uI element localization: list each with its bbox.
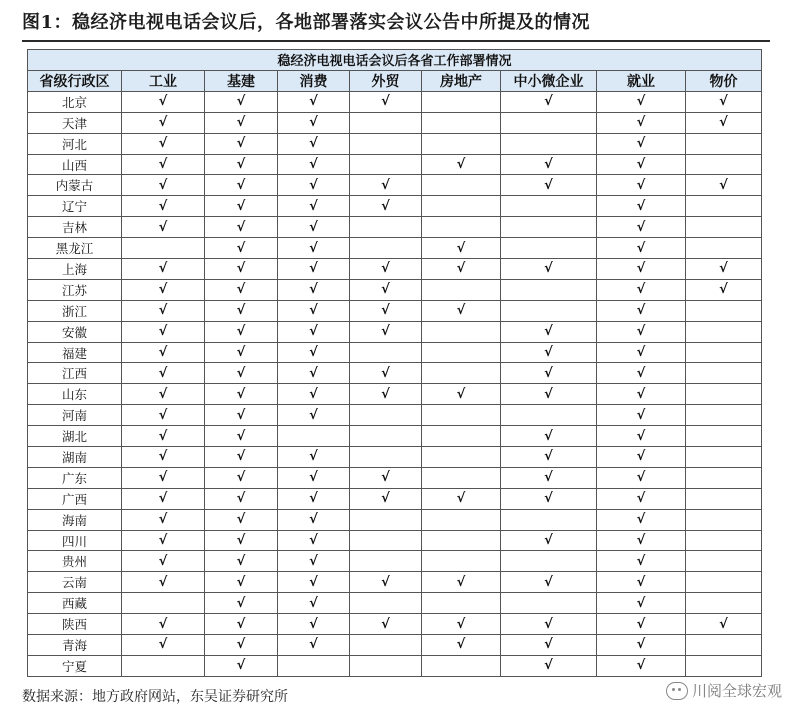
table-row — [28, 154, 762, 175]
check-mark-cell: √ — [597, 635, 686, 656]
table-row — [28, 509, 762, 530]
empty-cell — [686, 593, 762, 614]
check-mark-cell: √ — [205, 614, 278, 635]
check-mark-cell: √ — [350, 488, 422, 509]
check-mark-cell: √ — [122, 300, 205, 321]
table-caption: 稳经济电视电话会议后各省工作部署情况 — [28, 50, 762, 71]
check-mark-cell: √ — [278, 300, 350, 321]
table-row — [28, 217, 762, 238]
check-mark-cell: √ — [501, 614, 597, 635]
empty-cell — [501, 551, 597, 572]
empty-cell — [422, 133, 501, 154]
check-mark-cell: √ — [686, 175, 762, 196]
empty-cell — [686, 635, 762, 656]
check-mark-cell: √ — [205, 363, 278, 384]
check-mark-cell: √ — [205, 488, 278, 509]
check-mark-cell: √ — [205, 384, 278, 405]
empty-cell — [501, 509, 597, 530]
empty-cell — [686, 238, 762, 259]
check-mark-cell: √ — [597, 655, 686, 676]
empty-cell — [686, 447, 762, 468]
empty-cell — [422, 321, 501, 342]
table-row — [28, 342, 762, 363]
check-mark-cell: √ — [501, 321, 597, 342]
check-mark-cell: √ — [597, 279, 686, 300]
check-mark-cell: √ — [278, 154, 350, 175]
check-mark-cell: √ — [597, 467, 686, 488]
check-mark-cell: √ — [597, 509, 686, 530]
column-header: 物价 — [686, 70, 762, 91]
check-mark-cell: √ — [278, 133, 350, 154]
table-row — [28, 321, 762, 342]
check-mark-cell: √ — [422, 572, 501, 593]
watermark-text: 川阅全球宏观 — [691, 682, 782, 700]
empty-cell — [686, 133, 762, 154]
check-mark-cell: √ — [205, 509, 278, 530]
region-cell: 江苏 — [28, 279, 122, 300]
check-mark-cell: √ — [597, 154, 686, 175]
empty-cell — [686, 655, 762, 676]
check-mark-cell: √ — [205, 321, 278, 342]
check-mark-cell: √ — [501, 467, 597, 488]
table-row — [28, 363, 762, 384]
empty-cell — [422, 593, 501, 614]
check-mark-cell: √ — [350, 279, 422, 300]
check-mark-cell: √ — [501, 447, 597, 468]
check-mark-cell: √ — [686, 91, 762, 112]
empty-cell — [422, 279, 501, 300]
empty-cell — [350, 217, 422, 238]
empty-cell — [686, 384, 762, 405]
check-mark-cell: √ — [597, 259, 686, 280]
region-cell: 安徽 — [28, 321, 122, 342]
check-mark-cell: √ — [501, 91, 597, 112]
region-cell: 西藏 — [28, 593, 122, 614]
check-mark-cell: √ — [122, 426, 205, 447]
empty-cell — [422, 655, 501, 676]
table-row — [28, 467, 762, 488]
check-mark-cell: √ — [205, 447, 278, 468]
check-mark-cell: √ — [122, 509, 205, 530]
check-mark-cell: √ — [278, 572, 350, 593]
check-mark-cell: √ — [597, 593, 686, 614]
check-mark-cell: √ — [422, 259, 501, 280]
check-mark-cell: √ — [122, 551, 205, 572]
empty-cell — [501, 133, 597, 154]
empty-cell — [422, 530, 501, 551]
column-header: 省级行政区 — [28, 70, 122, 91]
column-header: 外贸 — [350, 70, 422, 91]
table-row — [28, 300, 762, 321]
source-note: 数据来源：地方政府网站，东吴证券研究所 — [22, 689, 288, 705]
check-mark-cell: √ — [501, 426, 597, 447]
table-row — [28, 655, 762, 676]
empty-cell — [686, 217, 762, 238]
empty-cell — [501, 405, 597, 426]
check-mark-cell: √ — [278, 217, 350, 238]
check-mark-cell: √ — [278, 91, 350, 112]
table-row — [28, 279, 762, 300]
empty-cell — [350, 593, 422, 614]
check-mark-cell: √ — [501, 154, 597, 175]
check-mark-cell: √ — [278, 238, 350, 259]
empty-cell — [350, 342, 422, 363]
check-mark-cell: √ — [278, 593, 350, 614]
table-row — [28, 635, 762, 656]
empty-cell — [686, 509, 762, 530]
empty-cell — [350, 133, 422, 154]
empty-cell — [350, 655, 422, 676]
check-mark-cell: √ — [278, 342, 350, 363]
check-mark-cell: √ — [122, 488, 205, 509]
check-mark-cell: √ — [597, 321, 686, 342]
check-mark-cell: √ — [597, 405, 686, 426]
region-cell: 北京 — [28, 91, 122, 112]
check-mark-cell: √ — [122, 572, 205, 593]
check-mark-cell: √ — [350, 321, 422, 342]
check-mark-cell: √ — [278, 321, 350, 342]
empty-cell — [422, 363, 501, 384]
check-mark-cell: √ — [205, 175, 278, 196]
check-mark-cell: √ — [278, 614, 350, 635]
check-mark-cell: √ — [278, 467, 350, 488]
check-mark-cell: √ — [686, 112, 762, 133]
check-mark-cell: √ — [122, 321, 205, 342]
check-mark-cell: √ — [350, 91, 422, 112]
check-mark-cell: √ — [122, 175, 205, 196]
check-mark-cell: √ — [122, 217, 205, 238]
table-row — [28, 426, 762, 447]
region-cell: 宁夏 — [28, 655, 122, 676]
empty-cell — [686, 363, 762, 384]
check-mark-cell: √ — [122, 154, 205, 175]
table-row — [28, 175, 762, 196]
check-mark-cell: √ — [501, 530, 597, 551]
check-mark-cell: √ — [501, 175, 597, 196]
check-mark-cell: √ — [597, 300, 686, 321]
check-mark-cell: √ — [350, 175, 422, 196]
check-mark-cell: √ — [597, 196, 686, 217]
empty-cell — [686, 300, 762, 321]
watermark — [666, 680, 782, 701]
column-header: 基建 — [205, 70, 278, 91]
empty-cell — [422, 112, 501, 133]
table-row — [28, 133, 762, 154]
check-mark-cell: √ — [350, 614, 422, 635]
check-mark-cell: √ — [122, 196, 205, 217]
empty-cell — [686, 342, 762, 363]
empty-cell — [422, 217, 501, 238]
check-mark-cell: √ — [278, 363, 350, 384]
empty-cell — [422, 342, 501, 363]
check-mark-cell: √ — [686, 259, 762, 280]
check-mark-cell: √ — [278, 551, 350, 572]
empty-cell — [350, 154, 422, 175]
table-row — [28, 593, 762, 614]
column-header: 工业 — [122, 70, 205, 91]
check-mark-cell: √ — [422, 488, 501, 509]
check-mark-cell: √ — [122, 133, 205, 154]
check-mark-cell: √ — [597, 217, 686, 238]
table-row — [28, 238, 762, 259]
check-mark-cell: √ — [122, 405, 205, 426]
check-mark-cell: √ — [122, 342, 205, 363]
empty-cell — [501, 196, 597, 217]
check-mark-cell: √ — [122, 279, 205, 300]
empty-cell — [350, 112, 422, 133]
check-mark-cell: √ — [422, 300, 501, 321]
check-mark-cell: √ — [501, 572, 597, 593]
check-mark-cell: √ — [350, 259, 422, 280]
table-row — [28, 572, 762, 593]
check-mark-cell: √ — [122, 467, 205, 488]
check-mark-cell: √ — [597, 384, 686, 405]
table-row — [28, 405, 762, 426]
region-cell: 吉林 — [28, 217, 122, 238]
check-mark-cell: √ — [501, 259, 597, 280]
check-mark-cell: √ — [278, 112, 350, 133]
check-mark-cell: √ — [350, 300, 422, 321]
empty-cell — [686, 551, 762, 572]
empty-cell — [686, 530, 762, 551]
check-mark-cell: √ — [205, 405, 278, 426]
check-mark-cell: √ — [278, 447, 350, 468]
check-mark-cell: √ — [278, 196, 350, 217]
empty-cell — [501, 279, 597, 300]
check-mark-cell: √ — [501, 655, 597, 676]
empty-cell — [350, 509, 422, 530]
empty-cell — [686, 154, 762, 175]
region-cell: 海南 — [28, 509, 122, 530]
check-mark-cell: √ — [597, 572, 686, 593]
empty-cell — [422, 426, 501, 447]
region-cell: 浙江 — [28, 300, 122, 321]
region-cell: 内蒙古 — [28, 175, 122, 196]
check-mark-cell: √ — [422, 614, 501, 635]
empty-cell — [350, 238, 422, 259]
empty-cell — [422, 467, 501, 488]
check-mark-cell: √ — [597, 112, 686, 133]
region-cell: 上海 — [28, 259, 122, 280]
empty-cell — [122, 593, 205, 614]
check-mark-cell: √ — [278, 405, 350, 426]
empty-cell — [422, 196, 501, 217]
check-mark-cell: √ — [278, 530, 350, 551]
check-mark-cell: √ — [205, 655, 278, 676]
region-cell: 青海 — [28, 635, 122, 656]
region-cell: 湖北 — [28, 426, 122, 447]
figure-title: 图1：稳经济电视电话会议后，各地部署落实会议公告中所提及的情况 — [22, 12, 591, 33]
check-mark-cell: √ — [597, 614, 686, 635]
region-cell: 广西 — [28, 488, 122, 509]
table-row — [28, 384, 762, 405]
empty-cell — [422, 551, 501, 572]
empty-cell — [122, 655, 205, 676]
column-header: 房地产 — [422, 70, 501, 91]
empty-cell — [422, 175, 501, 196]
region-cell: 江西 — [28, 363, 122, 384]
check-mark-cell: √ — [205, 91, 278, 112]
check-mark-cell: √ — [686, 614, 762, 635]
check-mark-cell: √ — [205, 196, 278, 217]
check-mark-cell: √ — [597, 530, 686, 551]
check-mark-cell: √ — [122, 447, 205, 468]
empty-cell — [422, 91, 501, 112]
empty-cell — [278, 426, 350, 447]
deployment-table — [27, 49, 762, 677]
check-mark-cell: √ — [278, 259, 350, 280]
region-cell: 福建 — [28, 342, 122, 363]
table-row — [28, 488, 762, 509]
table-row — [28, 112, 762, 133]
check-mark-cell: √ — [597, 342, 686, 363]
column-header-row — [28, 70, 762, 91]
check-mark-cell: √ — [122, 91, 205, 112]
title-rule — [22, 40, 770, 42]
column-header: 消费 — [278, 70, 350, 91]
empty-cell — [122, 238, 205, 259]
check-mark-cell: √ — [205, 572, 278, 593]
check-mark-cell: √ — [205, 635, 278, 656]
check-mark-cell: √ — [122, 259, 205, 280]
check-mark-cell: √ — [597, 447, 686, 468]
check-mark-cell: √ — [597, 91, 686, 112]
check-mark-cell: √ — [278, 509, 350, 530]
check-mark-cell: √ — [597, 488, 686, 509]
region-cell: 黑龙江 — [28, 238, 122, 259]
check-mark-cell: √ — [205, 426, 278, 447]
check-mark-cell: √ — [597, 551, 686, 572]
empty-cell — [350, 405, 422, 426]
check-mark-cell: √ — [422, 635, 501, 656]
check-mark-cell: √ — [205, 300, 278, 321]
region-cell: 辽宁 — [28, 196, 122, 217]
check-mark-cell: √ — [501, 342, 597, 363]
empty-cell — [686, 321, 762, 342]
check-mark-cell: √ — [350, 363, 422, 384]
empty-cell — [350, 447, 422, 468]
check-mark-cell: √ — [597, 426, 686, 447]
check-mark-cell: √ — [122, 530, 205, 551]
region-cell: 天津 — [28, 112, 122, 133]
check-mark-cell: √ — [205, 593, 278, 614]
region-cell: 广东 — [28, 467, 122, 488]
check-mark-cell: √ — [205, 133, 278, 154]
check-mark-cell: √ — [122, 635, 205, 656]
wechat-icon — [666, 682, 688, 700]
check-mark-cell: √ — [501, 384, 597, 405]
column-header: 就业 — [597, 70, 686, 91]
empty-cell — [350, 530, 422, 551]
empty-cell — [422, 405, 501, 426]
region-cell: 陕西 — [28, 614, 122, 635]
check-mark-cell: √ — [350, 384, 422, 405]
region-cell: 山西 — [28, 154, 122, 175]
empty-cell — [422, 447, 501, 468]
region-cell: 山东 — [28, 384, 122, 405]
check-mark-cell: √ — [122, 363, 205, 384]
table-body — [28, 91, 762, 676]
empty-cell — [686, 196, 762, 217]
check-mark-cell: √ — [278, 384, 350, 405]
region-cell: 湖南 — [28, 447, 122, 468]
check-mark-cell: √ — [501, 635, 597, 656]
empty-cell — [501, 593, 597, 614]
empty-cell — [686, 405, 762, 426]
check-mark-cell: √ — [350, 196, 422, 217]
check-mark-cell: √ — [597, 238, 686, 259]
check-mark-cell: √ — [597, 363, 686, 384]
check-mark-cell: √ — [350, 467, 422, 488]
empty-cell — [686, 572, 762, 593]
empty-cell — [501, 217, 597, 238]
check-mark-cell: √ — [205, 551, 278, 572]
empty-cell — [686, 467, 762, 488]
check-mark-cell: √ — [278, 279, 350, 300]
check-mark-cell: √ — [597, 175, 686, 196]
check-mark-cell: √ — [205, 112, 278, 133]
empty-cell — [501, 238, 597, 259]
table-row — [28, 259, 762, 280]
region-cell: 河南 — [28, 405, 122, 426]
region-cell: 河北 — [28, 133, 122, 154]
empty-cell — [686, 426, 762, 447]
empty-cell — [350, 551, 422, 572]
check-mark-cell: √ — [122, 614, 205, 635]
empty-cell — [278, 655, 350, 676]
check-mark-cell: √ — [205, 217, 278, 238]
check-mark-cell: √ — [122, 384, 205, 405]
check-mark-cell: √ — [501, 363, 597, 384]
check-mark-cell: √ — [205, 279, 278, 300]
table-row — [28, 551, 762, 572]
region-cell: 云南 — [28, 572, 122, 593]
check-mark-cell: √ — [597, 133, 686, 154]
check-mark-cell: √ — [122, 112, 205, 133]
empty-cell — [350, 635, 422, 656]
table-row — [28, 196, 762, 217]
check-mark-cell: √ — [686, 279, 762, 300]
table-row — [28, 530, 762, 551]
check-mark-cell: √ — [350, 572, 422, 593]
column-header: 中小微企业 — [501, 70, 597, 91]
check-mark-cell: √ — [422, 154, 501, 175]
empty-cell — [350, 426, 422, 447]
check-mark-cell: √ — [422, 238, 501, 259]
region-cell: 四川 — [28, 530, 122, 551]
empty-cell — [422, 509, 501, 530]
check-mark-cell: √ — [205, 259, 278, 280]
check-mark-cell: √ — [501, 488, 597, 509]
check-mark-cell: √ — [422, 384, 501, 405]
check-mark-cell: √ — [205, 342, 278, 363]
check-mark-cell: √ — [205, 467, 278, 488]
region-cell: 贵州 — [28, 551, 122, 572]
table-row — [28, 447, 762, 468]
table-row — [28, 614, 762, 635]
table-row — [28, 91, 762, 112]
check-mark-cell: √ — [205, 238, 278, 259]
empty-cell — [501, 300, 597, 321]
check-mark-cell: √ — [278, 488, 350, 509]
empty-cell — [686, 488, 762, 509]
empty-cell — [501, 112, 597, 133]
check-mark-cell: √ — [278, 635, 350, 656]
check-mark-cell: √ — [205, 154, 278, 175]
check-mark-cell: √ — [205, 530, 278, 551]
check-mark-cell: √ — [278, 175, 350, 196]
